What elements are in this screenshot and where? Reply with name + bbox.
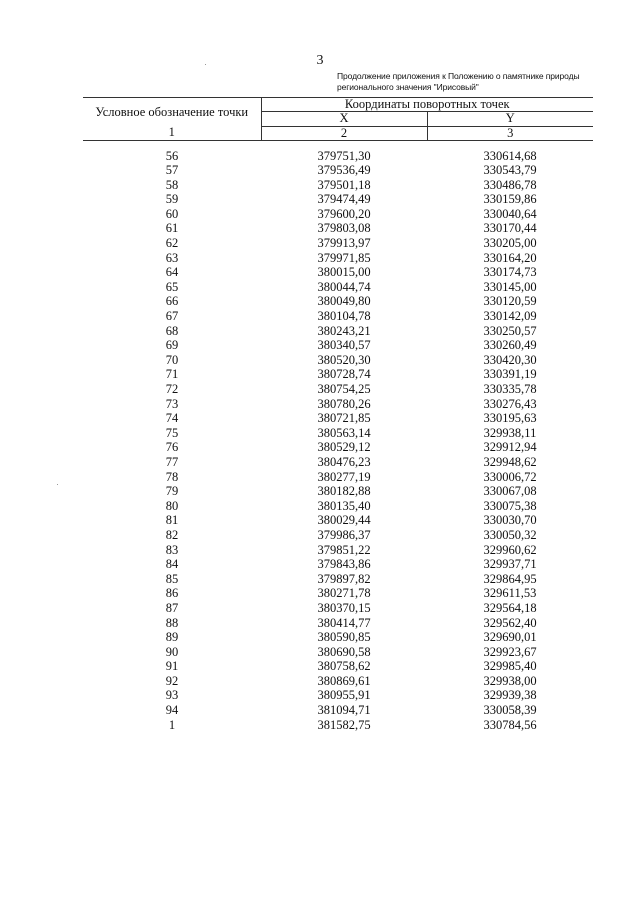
table-row (83, 586, 593, 601)
table-row (83, 353, 593, 368)
point-label-cell: 92 (165, 673, 179, 688)
point-label-cell: 59 (165, 192, 179, 207)
point-label-cell: 61 (165, 221, 179, 236)
point-label-cell: 56 (165, 148, 179, 163)
point-label-cell: 64 (165, 265, 179, 280)
point-label-cell: 72 (165, 382, 179, 396)
header-note-line-2: регионального значения "Ирисовый" (337, 82, 479, 92)
table-row (83, 528, 593, 543)
table-row (83, 543, 593, 558)
table-body (83, 140, 593, 732)
y-coordinate-cell: 330276,43 (483, 396, 537, 411)
point-label-cell: 63 (165, 250, 179, 265)
header-note-line-1: Продолжение приложения к Положению о памятнике природы (337, 71, 580, 81)
y-coordinate-cell: 329960,62 (483, 542, 537, 557)
x-coordinate-cell: 380049,80 (317, 294, 371, 309)
point-label-cell: 78 (165, 469, 179, 484)
point-label-cell: 71 (165, 367, 179, 382)
x-coordinate-cell: 380104,78 (317, 309, 371, 324)
y-coordinate-cell: 330260,49 (483, 338, 537, 353)
point-label-cell: 85 (165, 571, 179, 586)
table-row (83, 688, 593, 703)
point-label-cell: 73 (165, 396, 179, 411)
scan-speck (57, 484, 58, 485)
x-coordinate-cell: 379536,49 (317, 163, 371, 178)
table-row (83, 382, 593, 397)
table-row (83, 338, 593, 353)
point-label-cell: 66 (165, 294, 179, 309)
point-label-cell: 86 (165, 586, 179, 601)
table-row (83, 280, 593, 295)
table-row (83, 411, 593, 426)
table-row (83, 207, 593, 222)
x-coordinate-cell: 379986,37 (317, 527, 371, 542)
x-coordinate-cell: 380590,85 (317, 630, 371, 645)
x-coordinate-cell: 380277,19 (317, 469, 371, 484)
x-coordinate-cell: 379600,20 (317, 206, 371, 221)
x-coordinate-cell: 380758,62 (317, 659, 371, 674)
table-row (83, 221, 593, 236)
y-coordinate-cell: 330250,57 (483, 323, 537, 338)
point-label-cell: 88 (165, 615, 179, 630)
point-label-cell: 65 (165, 279, 179, 294)
point-label-cell: 80 (165, 498, 179, 513)
table-row (83, 309, 593, 324)
y-coordinate-cell: 330195,63 (483, 411, 537, 426)
x-coordinate-cell: 380728,74 (317, 367, 371, 382)
point-label-cell: 91 (165, 659, 179, 674)
x-coordinate-cell: 380044,74 (317, 279, 371, 294)
table-row (83, 265, 593, 280)
table-row (83, 718, 593, 733)
x-coordinate-cell: 380754,25 (317, 382, 371, 396)
coordinates-header: Координаты поворотных точек (261, 98, 593, 112)
point-label-cell: 60 (165, 206, 179, 221)
x-coordinate-cell: 380370,15 (317, 600, 371, 615)
table-row (83, 659, 593, 674)
x-coordinate-cell: 380476,23 (317, 454, 371, 469)
point-label-cell: 70 (165, 352, 179, 367)
table-row (83, 630, 593, 645)
y-coordinate-cell: 330784,56 (483, 717, 537, 732)
y-coordinate-cell: 329611,53 (483, 586, 537, 601)
x-header: X (261, 112, 427, 126)
x-coordinate-cell: 380869,61 (317, 673, 371, 688)
y-coordinate-cell: 330174,73 (483, 265, 537, 280)
x-coordinate-cell: 379474,49 (317, 192, 371, 207)
x-coordinate-cell: 380243,21 (317, 323, 371, 338)
point-label-cell: 82 (165, 527, 179, 542)
point-label-cell: 84 (165, 557, 179, 572)
x-coordinate-cell: 380721,85 (317, 411, 371, 426)
x-coordinate-cell: 380135,40 (317, 498, 371, 513)
point-label-cell: 74 (165, 411, 179, 426)
scan-speck (205, 64, 206, 65)
y-coordinate-cell: 330335,78 (483, 382, 537, 396)
y-coordinate-cell: 330075,38 (483, 498, 537, 513)
point-label-cell: 68 (165, 323, 179, 338)
table-row (83, 455, 593, 470)
y-coordinate-cell: 329690,01 (483, 630, 537, 645)
point-label-cell: 75 (165, 425, 179, 440)
point-label-cell: 57 (165, 163, 179, 178)
y-coordinate-cell: 330050,32 (483, 527, 537, 542)
y-coordinate-cell: 330164,20 (483, 250, 537, 265)
y-coordinate-cell: 330142,09 (483, 309, 537, 324)
table-row (83, 163, 593, 178)
point-label-header: Условное обозначение точки (83, 98, 261, 127)
table-row (83, 140, 593, 163)
x-coordinate-cell: 379803,08 (317, 221, 371, 236)
x-coordinate-cell: 380780,26 (317, 396, 371, 411)
y-coordinate-cell: 330067,08 (483, 484, 537, 499)
y-coordinate-cell: 329923,67 (483, 644, 537, 659)
x-coordinate-cell: 380271,78 (317, 586, 371, 601)
header-note (337, 71, 627, 93)
point-label-cell: 1 (168, 717, 176, 732)
table-row (83, 557, 593, 572)
x-coordinate-cell: 380182,88 (317, 484, 371, 499)
x-coordinate-cell: 381094,71 (317, 703, 371, 718)
table-row (83, 703, 593, 718)
y-coordinate-cell: 330159,86 (483, 192, 537, 207)
x-coordinate-cell: 379501,18 (317, 177, 371, 192)
point-label-cell: 79 (165, 484, 179, 499)
y-coordinate-cell: 330391,19 (483, 367, 537, 382)
x-coordinate-cell: 380029,44 (317, 513, 371, 528)
table-row (83, 601, 593, 616)
column-number-1: 1 (83, 126, 261, 140)
y-coordinate-cell: 330420,30 (483, 352, 537, 367)
x-coordinate-cell: 379851,22 (317, 542, 371, 557)
table-row (83, 178, 593, 193)
point-label-cell: 89 (165, 630, 179, 645)
table-row (83, 440, 593, 455)
table-row (83, 397, 593, 412)
y-coordinate-cell: 330486,78 (483, 177, 537, 192)
table-row (83, 572, 593, 587)
point-label-cell: 77 (165, 454, 179, 469)
y-coordinate-cell: 330205,00 (483, 236, 537, 251)
x-coordinate-cell: 379751,30 (317, 148, 371, 163)
point-label-cell: 76 (165, 440, 179, 455)
table-row (83, 470, 593, 485)
table-row (83, 236, 593, 251)
table-row (83, 484, 593, 499)
x-coordinate-cell: 379913,97 (317, 236, 371, 251)
y-coordinate-cell: 330614,68 (483, 148, 537, 163)
table-row (83, 324, 593, 339)
y-coordinate-cell: 329985,40 (483, 659, 537, 674)
y-coordinate-cell: 330058,39 (483, 703, 537, 718)
x-coordinate-cell: 379897,82 (317, 571, 371, 586)
y-coordinate-cell: 329864,95 (483, 571, 537, 586)
y-coordinate-cell: 330145,00 (483, 279, 537, 294)
x-coordinate-cell: 380015,00 (317, 265, 371, 280)
y-coordinate-cell: 329939,38 (483, 688, 537, 703)
y-coordinate-cell: 330120,59 (483, 294, 537, 309)
coordinates-table (83, 97, 593, 732)
x-coordinate-cell: 380955,91 (317, 688, 371, 703)
table-row (83, 294, 593, 309)
point-label-cell: 81 (165, 513, 179, 528)
table-row (83, 513, 593, 528)
table-row (83, 674, 593, 689)
x-coordinate-cell: 380690,58 (317, 644, 371, 659)
point-label-cell: 94 (165, 703, 179, 718)
table-row (83, 192, 593, 207)
y-coordinate-cell: 330543,79 (483, 163, 537, 178)
y-coordinate-cell: 330040,64 (483, 206, 537, 221)
point-label-cell: 69 (165, 338, 179, 353)
x-coordinate-cell: 379843,86 (317, 557, 371, 572)
x-coordinate-cell: 379971,85 (317, 250, 371, 265)
y-coordinate-cell: 329948,62 (483, 454, 537, 469)
y-coordinate-cell: 330170,44 (483, 221, 537, 236)
x-coordinate-cell: 380529,12 (317, 440, 371, 455)
x-coordinate-cell: 381582,75 (317, 717, 371, 732)
point-label-cell: 62 (165, 236, 179, 251)
y-coordinate-cell: 329938,00 (483, 673, 537, 688)
y-coordinate-cell: 330006,72 (483, 469, 537, 484)
table-row (83, 367, 593, 382)
table-row (83, 251, 593, 266)
y-coordinate-cell: 329564,18 (483, 600, 537, 615)
y-coordinate-cell: 329562,40 (483, 615, 537, 630)
y-coordinate-cell: 330030,70 (483, 513, 537, 528)
point-label-cell: 83 (165, 542, 179, 557)
x-coordinate-cell: 380414,77 (317, 615, 371, 630)
table-row (83, 645, 593, 660)
y-coordinate-cell: 329937,71 (483, 557, 537, 572)
y-coordinate-cell: 329938,11 (483, 425, 537, 440)
x-coordinate-cell: 380520,30 (317, 352, 371, 367)
point-label-cell: 90 (165, 644, 179, 659)
point-label-cell: 93 (165, 688, 179, 703)
x-coordinate-cell: 380563,14 (317, 425, 371, 440)
page-number: 3 (316, 53, 324, 68)
y-header: Y (427, 112, 593, 126)
table-row (83, 616, 593, 631)
y-coordinate-cell: 329912,94 (483, 440, 537, 455)
column-number-2: 2 (261, 126, 427, 140)
point-label-cell: 87 (165, 600, 179, 615)
table-row (83, 426, 593, 441)
point-label-cell: 58 (165, 177, 179, 192)
x-coordinate-cell: 380340,57 (317, 338, 371, 353)
column-number-3: 3 (427, 126, 593, 140)
point-label-cell: 67 (165, 309, 179, 324)
table-row (83, 499, 593, 514)
